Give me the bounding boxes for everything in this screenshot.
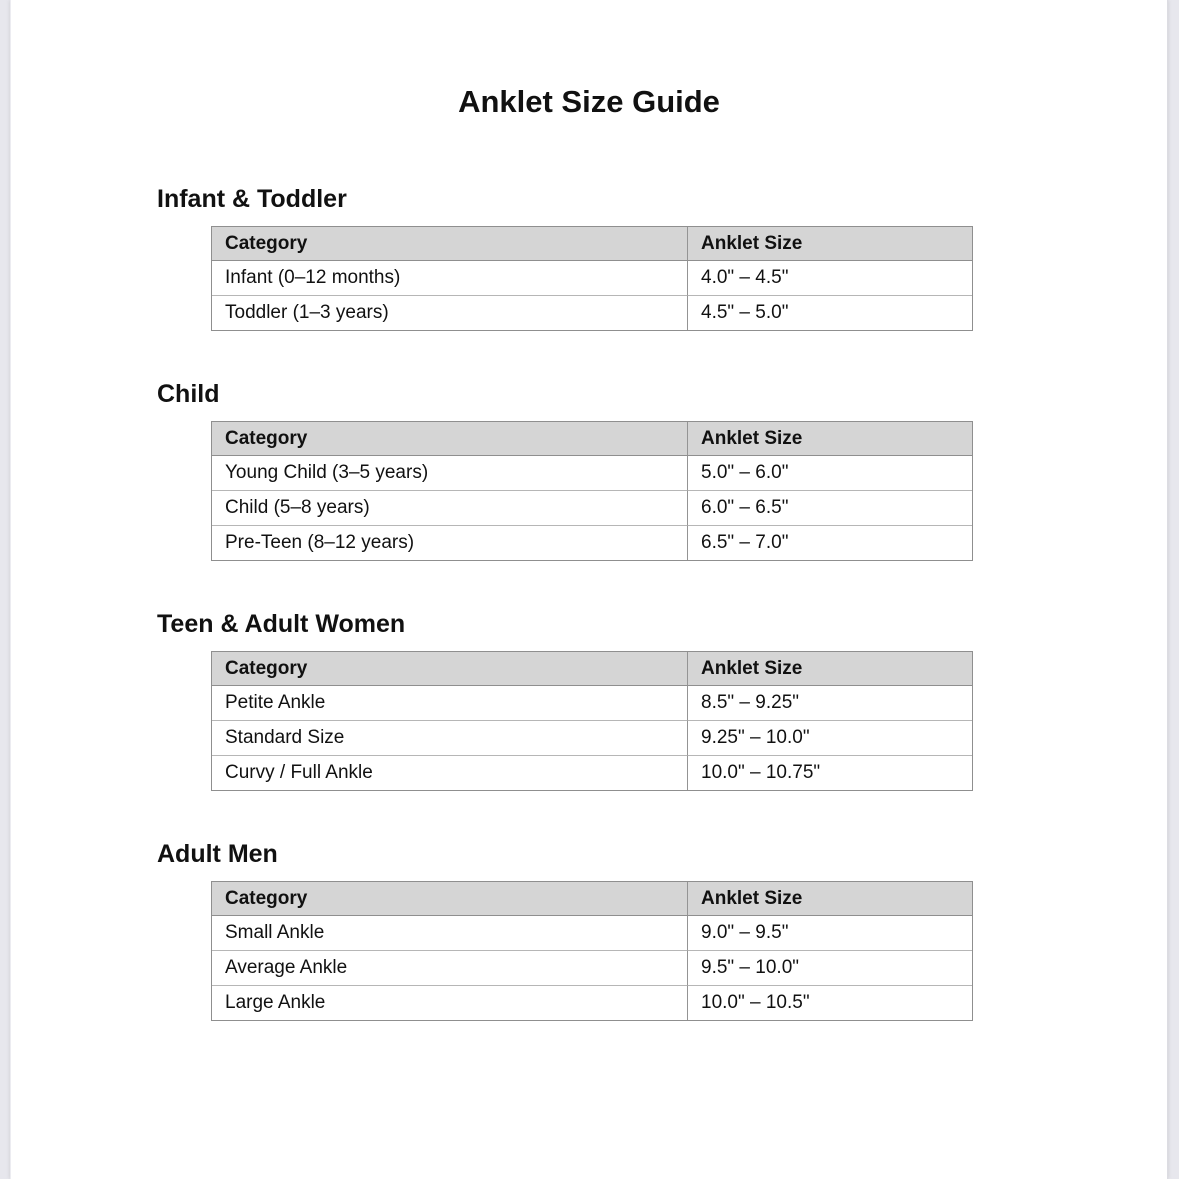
category-cell: Large Ankle [212,986,688,1020]
size-cell: 5.0" – 6.0" [688,456,972,491]
section-teen-adult-women [11,610,1167,791]
column-header-category: Category [212,652,688,686]
table-row [212,526,972,560]
category-cell: Curvy / Full Ankle [212,756,688,790]
table-row [212,721,972,756]
size-cell: 4.0" – 4.5" [688,261,972,296]
size-cell: 4.5" – 5.0" [701,302,789,323]
category-cell: Toddler (1–3 years) [212,296,688,330]
size-cell: 10.0" – 10.75" [701,762,821,783]
column-header-category: Category [212,422,688,456]
page-title: Anklet Size Guide [458,84,720,119]
column-header-category: Category [212,227,688,261]
column-header-anklet-size: Anklet Size [688,422,972,456]
section-heading-teen-adult-women: Teen & Adult Women [157,610,406,638]
table-row [212,261,972,296]
table-row [212,951,972,986]
category-cell: Small Ankle [212,916,688,951]
section-adult-men [11,840,1167,1021]
size-cell: 8.5" – 9.25" [688,686,972,721]
size-cell: 9.5" – 10.0" [688,951,972,986]
table-row [212,686,972,721]
category-cell: Young Child (3–5 years) [212,456,688,491]
category-cell: Average Ankle [212,951,688,986]
size-cell: 9.0" – 9.5" [688,916,972,951]
size-table-adult-men [211,881,973,1021]
section-infant-toddler [11,185,1167,331]
table-row [212,296,972,330]
size-cell: 6.5" – 7.0" [701,532,789,553]
size-table-infant-toddler [211,226,973,331]
category-cell: Infant (0–12 months) [212,261,688,296]
column-header-anklet-size: Anklet Size [688,882,972,916]
document-page [10,0,1168,1179]
category-cell: Pre-Teen (8–12 years) [212,526,688,560]
column-header-anklet-size: Anklet Size [688,652,972,686]
section-child [11,380,1167,561]
section-heading-child: Child [157,380,220,408]
category-cell: Petite Ankle [212,686,688,721]
column-header-anklet-size: Anklet Size [688,227,972,261]
size-cell: 10.0" – 10.5" [701,992,810,1013]
table-row [212,916,972,951]
column-header-category: Category [212,882,688,916]
size-cell: 6.0" – 6.5" [688,491,972,526]
category-cell: Standard Size [212,721,688,756]
table-row [212,491,972,526]
section-heading-adult-men: Adult Men [157,840,278,868]
table-row [212,756,972,790]
category-cell: Child (5–8 years) [212,491,688,526]
size-table-teen-adult-women [211,651,973,791]
table-header-row [212,882,972,916]
table-row [212,986,972,1020]
size-table-child [211,421,973,561]
section-heading-infant-toddler: Infant & Toddler [157,185,347,213]
table-header-row [212,652,972,686]
table-header-row [212,422,972,456]
table-row [212,456,972,491]
size-cell: 9.25" – 10.0" [688,721,972,756]
table-header-row [212,227,972,261]
